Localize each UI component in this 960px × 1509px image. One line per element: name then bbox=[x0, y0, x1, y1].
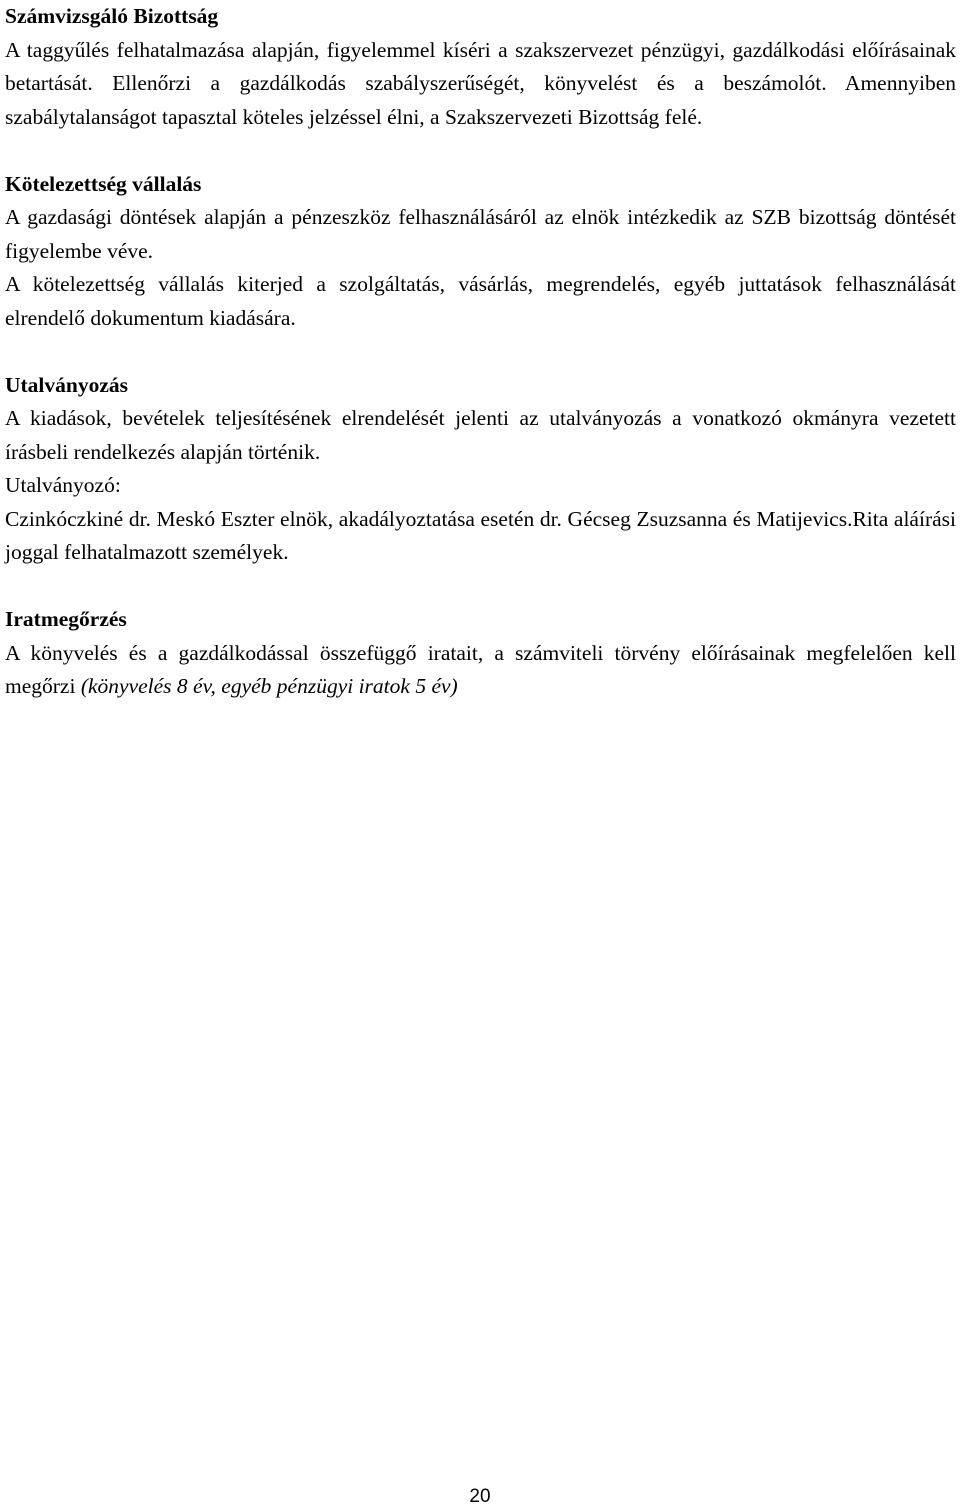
section-audit-committee bbox=[5, 0, 956, 134]
section-gap bbox=[5, 134, 956, 168]
section-heading: Számvizsgáló Bizottság bbox=[5, 4, 219, 28]
section-commitment bbox=[5, 168, 956, 336]
page-number: 20 bbox=[469, 1486, 491, 1507]
retention-text: A könyvelés és a gazdálkodással összefüggő iratait, a számviteli törvény előírásainak megfelelően kell megőrzi bbox=[5, 640, 956, 698]
section-gap bbox=[5, 335, 956, 369]
section-paragraph: A gazdasági döntések alapján a pénzeszköz felhasználásáról az elnök intézkedik az SZB bizottság döntését figyelembe véve. bbox=[5, 205, 956, 263]
section-records-retention bbox=[5, 603, 956, 704]
authorizer-label: Utalványozó: bbox=[5, 473, 121, 497]
section-heading: Utalványozás bbox=[5, 372, 129, 397]
section-heading: Iratmegőrzés bbox=[5, 607, 127, 631]
section-paragraph: Czinkóczkiné dr. Meskó Eszter elnök, akadályoztatása esetén dr. Gécseg Zsuzsanna és Matijevics.Rita aláírási joggal felhatalmazott személyek. bbox=[5, 506, 956, 564]
section-heading: Kötelezettség vállalás bbox=[5, 171, 202, 196]
section-paragraph bbox=[5, 637, 956, 704]
retention-periods: (könyvelés 8 év, egyéb pénzügyi iratok 5 év) bbox=[80, 674, 458, 698]
document-page bbox=[5, 0, 956, 704]
section-paragraph: A taggyűlés felhatalmazása alapján, figyelemmel kíséri a szakszervezet pénzügyi, gazdálkodási előírásainak betartását. Ellenőrzi a gazdálkodás szabályszerűségét, könyvelést és a beszámolót. Amennyiben szabálytalanságot tapasztal köteles jelzéssel élni, a Szakszervezeti Bizottság felé. bbox=[5, 37, 956, 129]
section-paragraph: A kiadások, bevételek teljesítésének elrendelését jelenti az utalványozás a vonatkozó okmányra vezetett írásbeli rendelkezés alapján történik. bbox=[5, 406, 956, 464]
section-gap bbox=[5, 570, 956, 604]
section-paragraph: A kötelezettség vállalás kiterjed a szolgáltatás, vásárlás, megrendelés, egyéb juttatások felhasználását elrendelő dokumentum kiadására. bbox=[5, 272, 956, 330]
section-authorization bbox=[5, 369, 956, 570]
